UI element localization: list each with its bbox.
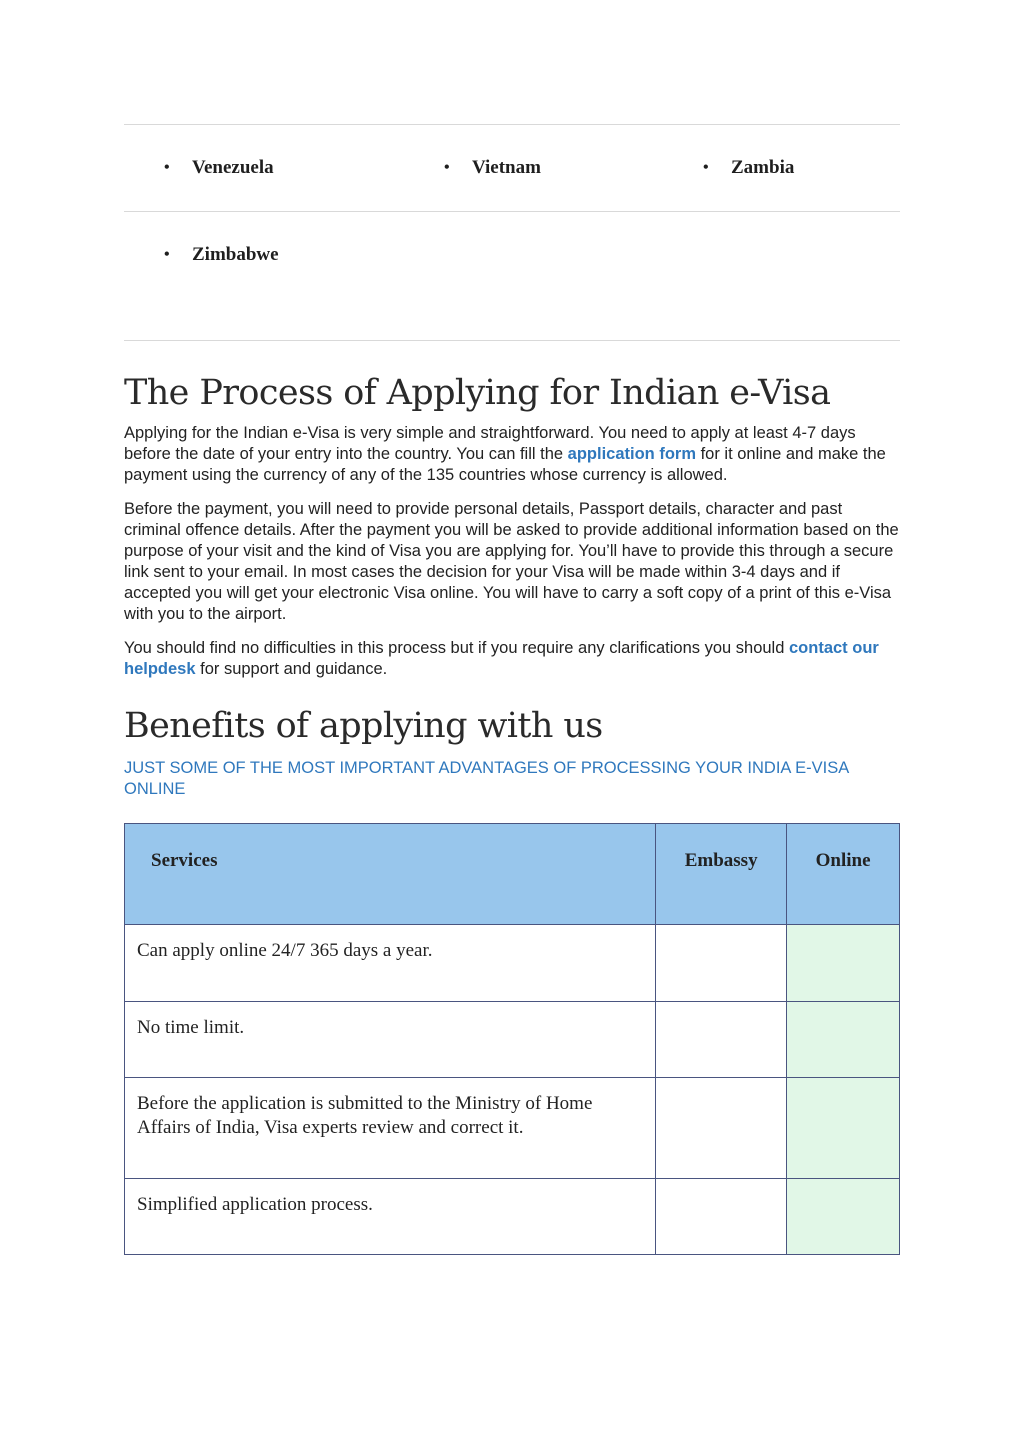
online-cell: [787, 1002, 900, 1078]
list-item: [124, 157, 404, 179]
online-cell: [787, 1179, 900, 1255]
table-row: [125, 925, 900, 1002]
table-header-row: [125, 824, 900, 925]
header-embassy: Embassy: [656, 824, 787, 925]
process-heading: The Process of Applying for Indian e-Visa: [124, 373, 831, 413]
service-cell: Simplified application process.: [125, 1179, 656, 1255]
online-cell: [787, 925, 900, 1002]
benefits-subtitle: JUST SOME OF THE MOST IMPORTANT ADVANTAGES OF PROCESSING YOUR INDIA E-VISA ONLINE: [124, 759, 849, 798]
country-name: Zimbabwe: [192, 244, 279, 265]
header-online: Online: [787, 824, 900, 925]
country-name: Zambia: [731, 157, 795, 178]
table-row: [125, 1002, 900, 1078]
process-paragraph-2: Before the payment, you will need to provide personal details, Passport details, character and past criminal offence details. After the payment you will be asked to provide additional information based on the purpose of your visit and the kind of Visa you are applying for. You’ll have to provide this through a secure link sent to your email. In most cases the decision for your Visa will be made within 3-4 days and if accepted you will get your electronic Visa online. You will have to carry a soft copy of a print of this e-Visa with you to the airport.: [124, 500, 899, 623]
list-item: [404, 157, 663, 179]
service-cell: Before the application is submitted to the Ministry of Home Affairs of India, Visa experts review and correct it.: [125, 1078, 656, 1179]
country-list-row: [124, 125, 900, 212]
benefits-heading: Benefits of applying with us: [124, 706, 603, 746]
embassy-cell: [656, 1179, 787, 1255]
embassy-cell: [656, 925, 787, 1002]
embassy-cell: [656, 1078, 787, 1179]
bullet-icon: •: [164, 246, 170, 263]
service-cell: Can apply online 24/7 365 days a year.: [125, 925, 656, 1002]
list-item: [124, 244, 404, 266]
bullet-icon: •: [703, 159, 709, 176]
application-form-link[interactable]: application form: [567, 445, 696, 463]
benefits-table: [124, 823, 900, 1255]
process-paragraph-1: Applying for the Indian e-Visa is very simple and straightforward. You need to apply at least 4-7 days before the date of your entry into the country. You can fill the application form for it online and make the payment using the currency of any of the 135 countries whose currency is allowed.: [124, 424, 886, 484]
list-item: [663, 157, 900, 179]
contact-helpdesk-link[interactable]: contact our helpdesk: [124, 639, 879, 678]
country-name: Vietnam: [472, 157, 541, 178]
country-name: Venezuela: [192, 157, 274, 178]
bullet-icon: •: [164, 159, 170, 176]
bullet-icon: •: [444, 159, 450, 176]
process-paragraph-3: You should find no difficulties in this process but if you require any clarifications you should contact our helpdesk for support and guidance.: [124, 639, 879, 678]
embassy-cell: [656, 1002, 787, 1078]
table-row: [125, 1179, 900, 1255]
header-services: Services: [125, 824, 656, 925]
online-cell: [787, 1078, 900, 1179]
document-page: [124, 0, 900, 1255]
country-list-row: [124, 212, 900, 298]
service-cell: No time limit.: [125, 1002, 656, 1078]
table-row: [125, 1078, 900, 1179]
